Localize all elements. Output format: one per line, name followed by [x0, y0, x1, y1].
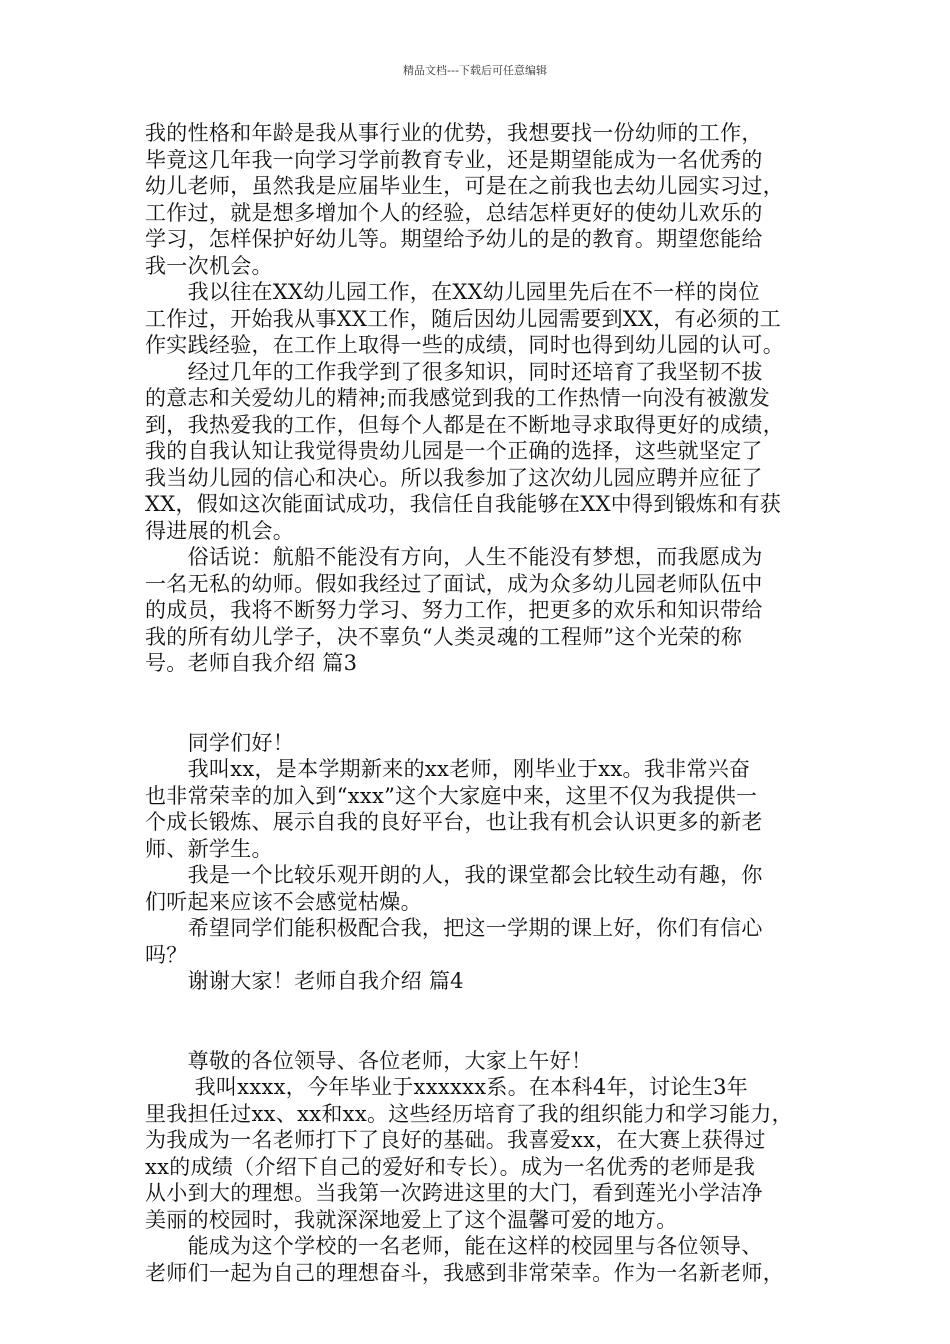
text-line: XX，假如这次能面试成功，我信任自我能够在XX中得到锻炼和有获 — [145, 492, 782, 516]
text-line: 得进展的机会。 — [145, 518, 295, 543]
text-line: 我叫xx，是本学期新来的xx老师，刚毕业于xx。我非常兴奋 — [145, 757, 751, 781]
text-line: 我当幼儿园的信心和决心。所以我参加了这次幼儿园应聘并应征了 — [145, 465, 763, 490]
text-line: 工作过，开始我从事XX工作，随后因幼儿园需要到XX，有必须的工 — [145, 306, 782, 331]
text-line: 我叫xxxx，今年毕业于xxxxxx系。在本科4年，讨论生3年 — [145, 1075, 749, 1099]
text-line: 从小到大的理想。当我第一次跨进这里的大门，看到莲光小学洁净 — [145, 1181, 763, 1205]
text-line: 工作过，就是想多增加个人的经验，总结怎样更好的使幼儿欢乐的 — [145, 200, 763, 225]
text-line: 个成长锻炼、展示自我的良好平台，也让我有机会认识更多的新老 — [145, 810, 763, 834]
text-line — [145, 1021, 810, 1048]
text-line: 作实践经验，在工作上取得一些的成绩，同时也得到幼儿园的认可。 — [145, 333, 784, 357]
text-line: 到，我热爱我的工作，但每个人都是在不断地寻求取得更好的成绩， — [145, 412, 784, 437]
text-line: 号。老师自我介绍 篇3 — [145, 651, 358, 675]
text-line: 的成员，我将不断努力学习、努力工作，把更多的欢乐和知识带给 — [145, 598, 763, 622]
text-line — [145, 703, 810, 730]
text-line: 老师们一起为自己的理想奋斗，我感到非常荣幸。作为一名新老师， — [145, 1260, 784, 1285]
text-line: 师、新学生。 — [145, 836, 273, 861]
text-line: 尊敬的各位领导、各位老师，大家上午好！ — [145, 1048, 593, 1073]
text-line: 我的性格和年龄是我从事行业的优势，我想要找一份幼师的工作， — [145, 121, 763, 145]
text-line: 能成为这个学校的一名老师，能在这样的校园里与各位领导、 — [145, 1234, 763, 1258]
text-line: 谢谢大家！老师自我介绍 篇4 — [145, 969, 464, 993]
text-line: 学习，怎样保护好幼儿等。期望给予幼儿的是的教育。期望您能给 — [145, 227, 763, 251]
text-line: 一名无私的幼师。假如我经过了面试，成为众多幼儿园老师队伍中 — [145, 571, 763, 596]
text-line: 们听起来应该不会感觉枯燥。 — [145, 889, 422, 914]
text-line: 经过几年的工作我学到了很多知识，同时还培育了我坚韧不拔 — [145, 359, 763, 384]
text-line: 我一次机会。 — [145, 253, 273, 278]
text-line: 的意志和关爱幼儿的精神;而我感觉到我的工作热情一向没有被激发 — [145, 386, 771, 410]
text-line: 我以往在XX幼儿园工作，在XX幼儿园里先后在不一样的岗位 — [145, 280, 760, 304]
text-line: 幼儿老师，虽然我是应届毕业生，可是在之前我也去幼儿园实习过， — [145, 174, 784, 198]
page-header: 精品文档---下载后可任意编辑 — [403, 64, 547, 77]
text-line: 美丽的校园时，我就深深地爱上了这个温馨可爱的地方。 — [145, 1207, 678, 1232]
text-line — [145, 677, 810, 704]
text-line: 为我成为一名老师打下了良好的基础。我喜爱xx，在大赛上获得过 — [145, 1128, 766, 1152]
text-line: 俗话说：航船不能没有方向，人生不能没有梦想，而我愿成为 — [145, 545, 763, 569]
document-body — [145, 120, 810, 1286]
text-line: 希望同学们能积极配合我，把这一学期的课上好，你们有信心 — [145, 916, 763, 940]
text-line: 我是一个比较乐观开朗的人，我的课堂都会比较生动有趣，你 — [145, 863, 763, 887]
text-line: 里我担任过xx、xx和xx。这些经历培育了我的组织能力和学习能力， — [145, 1101, 793, 1126]
text-line: xx的成绩（介绍下自己的爱好和专长）。成为一名优秀的老师是我 — [145, 1154, 756, 1179]
text-line: 同学们好！ — [145, 730, 295, 755]
text-line: 我的自我认知让我觉得贵幼儿园是一个正确的选择，这些就坚定了 — [145, 439, 763, 463]
text-line — [145, 995, 810, 1022]
text-line: 毕竟这几年我一向学习学前教育专业，还是期望能成为一名优秀的 — [145, 147, 763, 172]
text-line: 也非常荣幸的加入到“xxx”这个大家庭中来，这里不仅为我提供一 — [145, 783, 758, 808]
text-line: 吗？ — [145, 942, 188, 967]
text-line: 我的所有幼儿学子，决不辜负“人类灵魂的工程师”这个光荣的称 — [145, 624, 743, 649]
